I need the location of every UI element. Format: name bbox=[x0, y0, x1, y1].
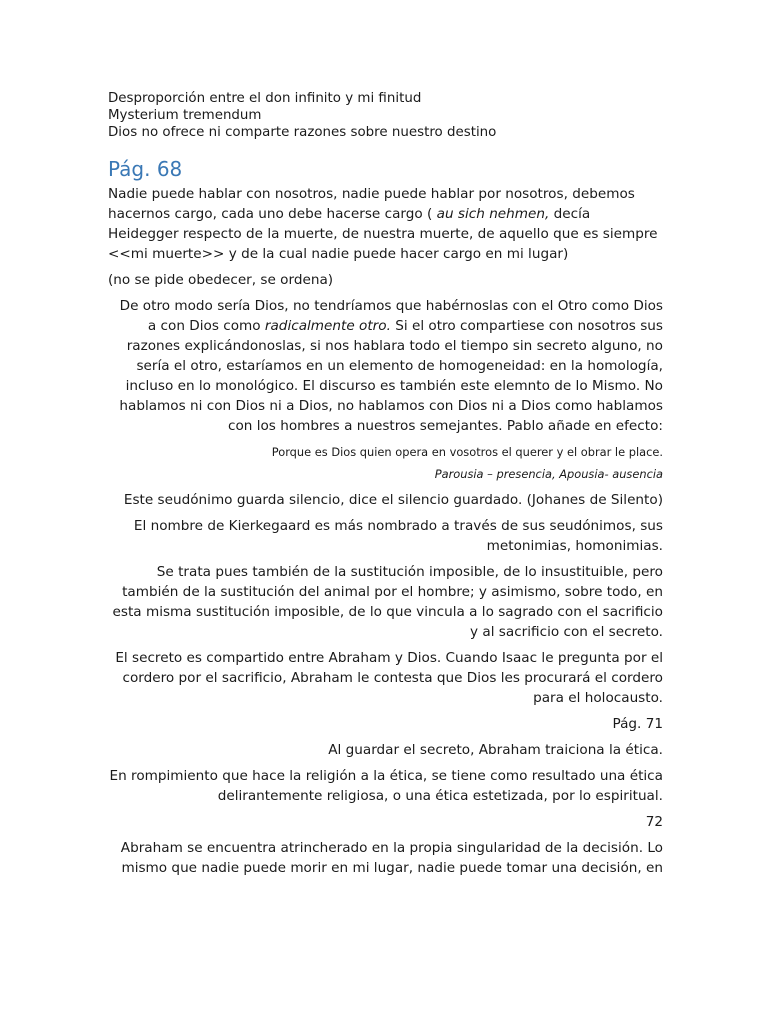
paragraph-6: Se trata pues también de la sustitución imposible, de lo insustituible, pero también de la sustitución del animal por el hombre; y asimismo, sobre todo, en esta misma sustitución imposible, de lo que vincula a lo sagrado con el sacrificio y al sacrificio con el secreto. bbox=[112, 564, 663, 640]
quote-paul: Porque es Dios quien opera en vosotros el querer y el obrar le place. bbox=[271, 445, 663, 459]
page-heading: Pág. 68 bbox=[108, 157, 183, 181]
paragraph-4: Este seudónimo guarda silencio, dice el silencio guardado. (Johanes de Silento) bbox=[123, 492, 663, 508]
intro-line-1: Desproporción entre el don infinito y mi finitud bbox=[108, 91, 422, 106]
page-marker-71: Pág. 71 bbox=[612, 716, 663, 732]
paragraph-1-text-a: Nadie puede hablar con nosotros, nadie puede hablar por nosotros, debemos hacernos cargo, cada uno debe hacerse cargo ( bbox=[108, 186, 635, 222]
paragraph-1 bbox=[108, 184, 663, 264]
paragraph-9: En rompimiento que hace la religión a la ética, se tiene como resultado una ética delirantemente religiosa, o una ética estetizada, por lo espiritual. bbox=[109, 768, 663, 804]
paragraph-1-emphasis: au sich nehmen, bbox=[436, 206, 550, 222]
intro-line-2: Mysterium tremendum bbox=[108, 108, 262, 123]
paragraph-8: Al guardar el secreto, Abraham traiciona la ética. bbox=[328, 742, 663, 758]
paragraph-3-emphasis: radicalmente otro. bbox=[264, 318, 391, 334]
paragraph-3-text-a: De otro modo sería Dios, no tendríamos que habérnoslas con el Otro como Dios a con Dios como bbox=[119, 298, 663, 334]
paragraph-3-text-b: Si el otro compartiese con nosotros sus razones explicándonoslas, si nos hablara todo el tiempo sin secreto alguno, no sería el otro, estaríamos en un elemento de homogeneidad: en la homología, incluso en lo monológico. El discurso es también este elemnto de lo Mismo. No hablamos ni con Dios ni a Dios, no hablamos con Dios ni a Dios como hablamos con los hombres a nuestros semejantes. Pablo añade en efecto: bbox=[119, 318, 663, 434]
intro-line-3: Dios no ofrece ni comparte razones sobre nuestro destino bbox=[108, 125, 497, 140]
paragraph-1-text-b: decía Heidegger respecto de la muerte, de nuestra muerte, de aquello que es siempre <<mi muerte>> y de la cual nadie puede hacer cargo en mi lugar) bbox=[108, 206, 658, 262]
paragraph-10: Abraham se encuentra atrincherado en la propia singularidad de la decisión. Lo mismo que nadie puede morir en mi lugar, nadie puede tomar una decisión, en bbox=[120, 840, 663, 876]
page-marker-72: 72 bbox=[645, 814, 663, 830]
paragraph-3 bbox=[108, 296, 663, 436]
paragraph-2: (no se pide obedecer, se ordena) bbox=[108, 272, 334, 288]
intro-lines bbox=[108, 90, 663, 141]
paragraph-7: El secreto es compartido entre Abraham y Dios. Cuando Isaac le pregunta por el cordero por el sacrificio, Abraham le contesta que Dios les procurará el cordero para el holocausto. bbox=[115, 650, 663, 706]
quote-parousia: Parousia – presencia, Apousia- ausencia bbox=[434, 467, 663, 481]
paragraph-5: El nombre de Kierkegaard es más nombrado a través de sus seudónimos, sus metonimias, homonimias. bbox=[133, 518, 663, 554]
document-page bbox=[108, 90, 663, 878]
